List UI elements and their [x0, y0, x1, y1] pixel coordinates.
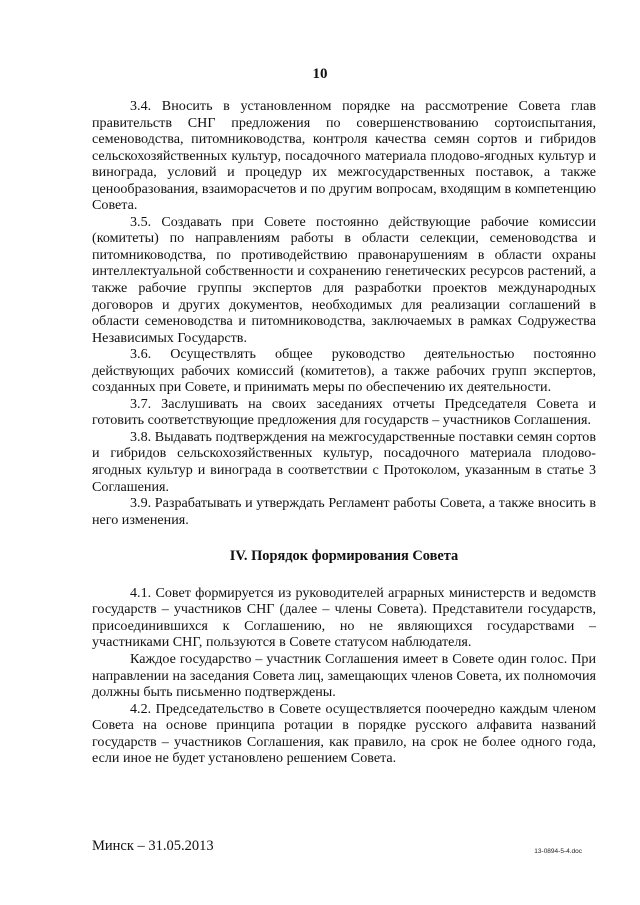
page-number: 10: [312, 66, 328, 82]
paragraph-3-5: 3.5. Создавать при Совете постоянно действующие рабочие комиссии (комитеты) по направлениям работы в области селекции, семеноводства и питомниководства, по противодействию правонарушениям в области охраны интеллектуальной собственности и сохранению генетических ресурсов растений, а также рабочие группы экспертов для разработки проектов международных договоров и других документов, необходимых для реализации соглашений в области семеноводства и питомниководства, заключаемых в рамках Содружества Независимых Государств.: [92, 213, 596, 346]
paragraph-voting: Каждое государство – участник Соглашения имеет в Совете один голос. При направлении на заседания Совета лиц, замещающих членов Совета, их полномочия должны быть письменно подтверждены.: [92, 650, 596, 701]
section-heading: IV. Порядок формирования Совета: [229, 548, 459, 565]
paragraph-4-2: 4.2. Председательство в Совете осуществляется поочередно каждым членом Совета на основе принципа ротации в порядке русского алфавита названий государств – участников Соглашения, как правило, на срок не более одного года, если иное не будет установлено решением Совета.: [92, 700, 596, 767]
document-body: [92, 98, 596, 767]
footer-place-date: Минск – 31.05.2013: [92, 838, 214, 854]
paragraph-3-4: 3.4. Вносить в установленном порядке на рассмотрение Совета глав правительств СНГ предложения по совершенствованию сортоиспытания, семеноводства, питомниководства, контроля качества семян сортов и гибридов сельскохозяйственных культур, посадочного материала плодово-ягодных культур и винограда, условий и процедур их межгосударственных поставок, а также ценообразования, взаиморасчетов и по другим вопросам, входящим в компетенцию Совета.: [92, 98, 596, 214]
paragraph-3-7: 3.7. Заслушивать на своих заседаниях отчеты Председателя Совета и готовить соответствующие предложения для государств – участников Соглашения.: [92, 395, 596, 429]
paragraph-3-8: 3.8. Выдавать подтверждения на межгосударственные поставки семян сортов и гибридов сельскохозяйственных культур, посадочного материала плодово-ягодных культур и винограда в соответствии с Протоколом, указанным в статье 3 Соглашения.: [92, 428, 596, 495]
paragraph-4-1: 4.1. Совет формируется из руководителей аграрных министерств и ведомств государств – участников СНГ (далее – члены Совета). Представители государств, присоединившихся к Соглашению, но не являющихся государствами – участниками СНГ, пользуются в Совете статусом наблюдателя.: [92, 584, 596, 651]
footer-doc-code: 13-0894-5-4.doc: [534, 848, 582, 855]
paragraph-3-6: 3.6. Осуществлять общее руководство деятельностью постоянно действующих рабочих комиссий (комитетов), а также рабочих групп экспертов, созданных при Совете, и принимать меры по обеспечению их деятельности.: [92, 346, 596, 396]
paragraph-3-9: 3.9. Разрабатывать и утверждать Регламент работы Совета, а также вносить в него изменения.: [92, 495, 596, 528]
